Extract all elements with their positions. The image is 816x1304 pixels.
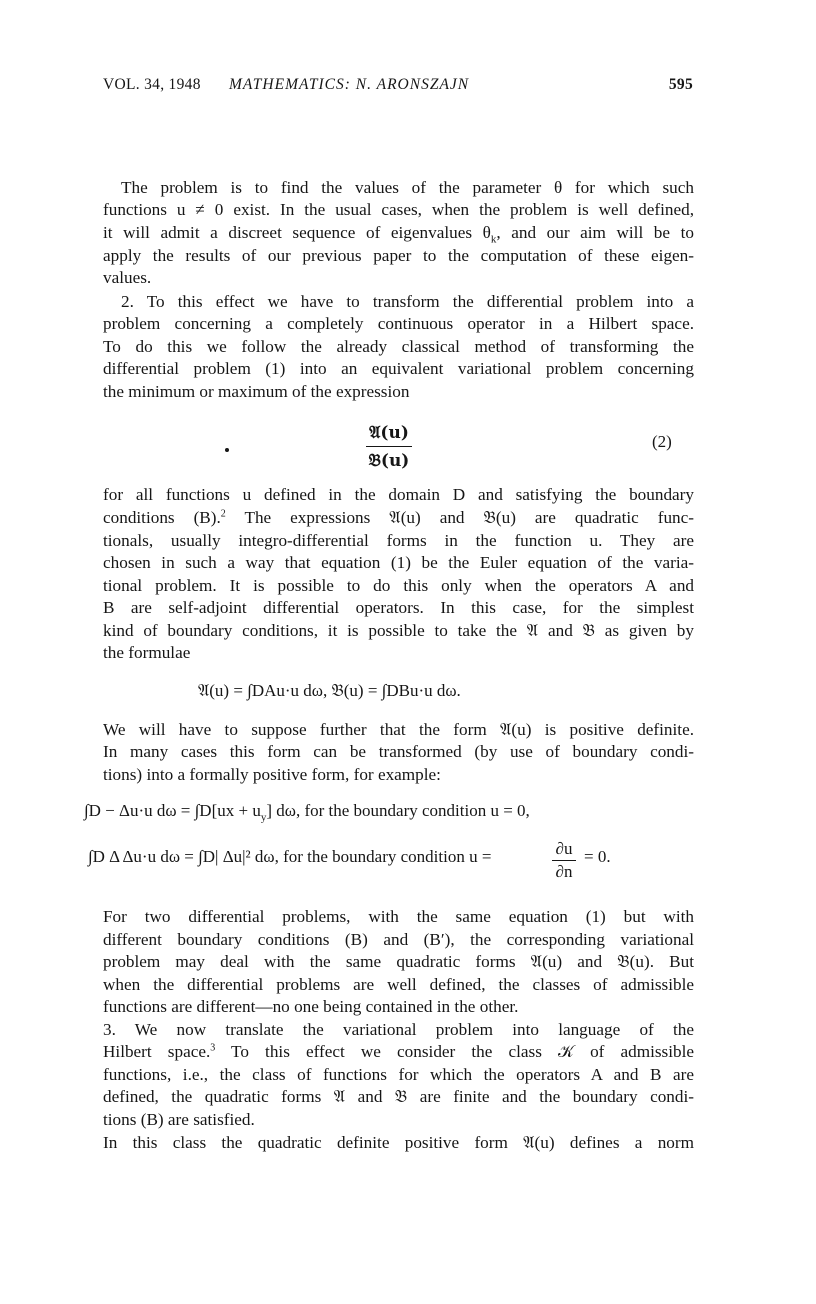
text-line: In many cases this form can be transformed (by use of boundary condi- <box>103 742 694 761</box>
volume-label: VOL. 34, 1948 <box>103 76 201 93</box>
text-line <box>103 507 694 529</box>
fraction-numerator: 𝔄(u) <box>369 423 409 443</box>
text-line: tional problem. It is possible to do this only when the operators A and <box>103 576 694 595</box>
equation-part: ] dω, for the boundary condition u = 0, <box>266 801 530 820</box>
text-segment: , and our aim will be to <box>496 223 694 242</box>
text-line: tions (B) are satisfied. <box>103 1110 255 1129</box>
fraction-denominator: 𝔅(u) <box>368 451 410 471</box>
text-line: the minimum or maximum of the expression <box>103 382 410 401</box>
equation-example-1: ∫D − Δu·u $d\omega = \int D[ux + u_y]$ dω, for the boundary condition u = 0, <box>84 801 530 824</box>
text-line: for all functions u defined in the domain D and satisfying the boundary <box>103 485 694 504</box>
equation-formulae: 𝔄(u) = ∫DAu·u dω, 𝔅(u) = ∫DBu·u dω. <box>198 681 461 700</box>
text-line: values. <box>103 268 152 287</box>
subscript: y <box>260 811 267 824</box>
text-line: kind of boundary conditions, it is possible to take the 𝔄 and 𝔅 as given by <box>103 621 694 640</box>
text-segment: conditions (B). <box>103 508 221 527</box>
text-line <box>103 222 694 244</box>
text-line: For two differential problems, with the same equation (1) but with <box>103 907 694 926</box>
text-line: tions) into a formally positive form, for example: <box>103 765 441 784</box>
fraction-denominator: ∂n <box>555 862 573 881</box>
text-line: differential problem (1) into an equivalent variational problem concerning <box>103 359 694 378</box>
text-line: problem concerning a completely continuous operator in a Hilbert space. <box>103 314 694 333</box>
text-line: tionals, usually integro-differential forms in the function u. They are <box>103 531 694 550</box>
equation-number: (2) <box>652 432 672 451</box>
text-segment: Hilbert space. <box>103 1042 211 1061</box>
text-line: 2. To this effect we have to transform the differential problem into a <box>121 292 694 311</box>
running-header <box>103 76 703 100</box>
text-line: apply the results of our previous paper to the computation of these eigen- <box>103 246 694 265</box>
running-title: MATHEMATICS: N. ARONSZAJN <box>229 76 470 93</box>
text-line: functions are different—no one being contained in the other. <box>103 997 519 1016</box>
text-line: The problem is to find the values of the parameter θ for which such <box>121 178 694 197</box>
text-line: functions, i.e., the class of functions for which the operators A and B are <box>103 1065 694 1084</box>
text-segment: it will admit a discreet sequence of eigenvalues θ <box>103 223 491 242</box>
print-dot <box>225 448 229 452</box>
equation-part: ∫D − Δu·u dω = ∫D[u <box>84 801 226 820</box>
text-line <box>103 1041 694 1063</box>
text-line: To do this we follow the already classical method of transforming the <box>103 337 694 356</box>
text-line: B are self-adjoint differential operators. In this case, for the simplest <box>103 598 694 617</box>
subscript: k <box>490 233 497 246</box>
text-line: different boundary conditions (B) and (B′), the corresponding variational <box>103 930 694 949</box>
fraction-bar <box>366 446 412 447</box>
fraction-numerator: ∂u <box>555 839 573 858</box>
equation-example-2: ∫D Δ Δu·u dω = ∫D| Δu|² dω, for the boundary condition u = <box>88 847 492 866</box>
text-line: defined, the quadratic forms 𝔄 and 𝔅 are finite and the boundary condi- <box>103 1087 694 1106</box>
text-line: chosen in such a way that equation (1) be the Euler equation of the varia- <box>103 553 694 572</box>
text-segment: To this effect we consider the class 𝒦 of admissible <box>215 1042 695 1061</box>
footnote-marker: 2 <box>220 508 226 520</box>
text-line: the formulae <box>103 643 191 662</box>
text-segment: The expressions 𝔄(u) and 𝔅(u) are quadratic func- <box>225 508 695 527</box>
text-line: In this class the quadratic definite positive form 𝔄(u) defines a norm <box>103 1133 694 1152</box>
subscripted-var: x <box>225 801 235 820</box>
footnote-marker: 3 <box>210 1042 216 1054</box>
equation-fraction <box>366 421 412 473</box>
text-line: when the differential problems are well defined, the classes of admissible <box>103 975 694 994</box>
text-line: functions u ≠ 0 exist. In the usual cases, when the problem is well defined, <box>103 200 694 219</box>
text-line: 3. We now translate the variational problem into language of the <box>103 1020 694 1039</box>
equation-fraction <box>552 839 576 882</box>
text-line: problem may deal with the same quadratic forms 𝔄(u) and 𝔅(u). But <box>103 952 694 971</box>
fraction-bar <box>552 860 576 861</box>
page-number: 595 <box>668 76 693 93</box>
equation-end: = 0. <box>584 847 611 866</box>
text-line: We will have to suppose further that the form 𝔄(u) is positive definite. <box>103 720 694 739</box>
